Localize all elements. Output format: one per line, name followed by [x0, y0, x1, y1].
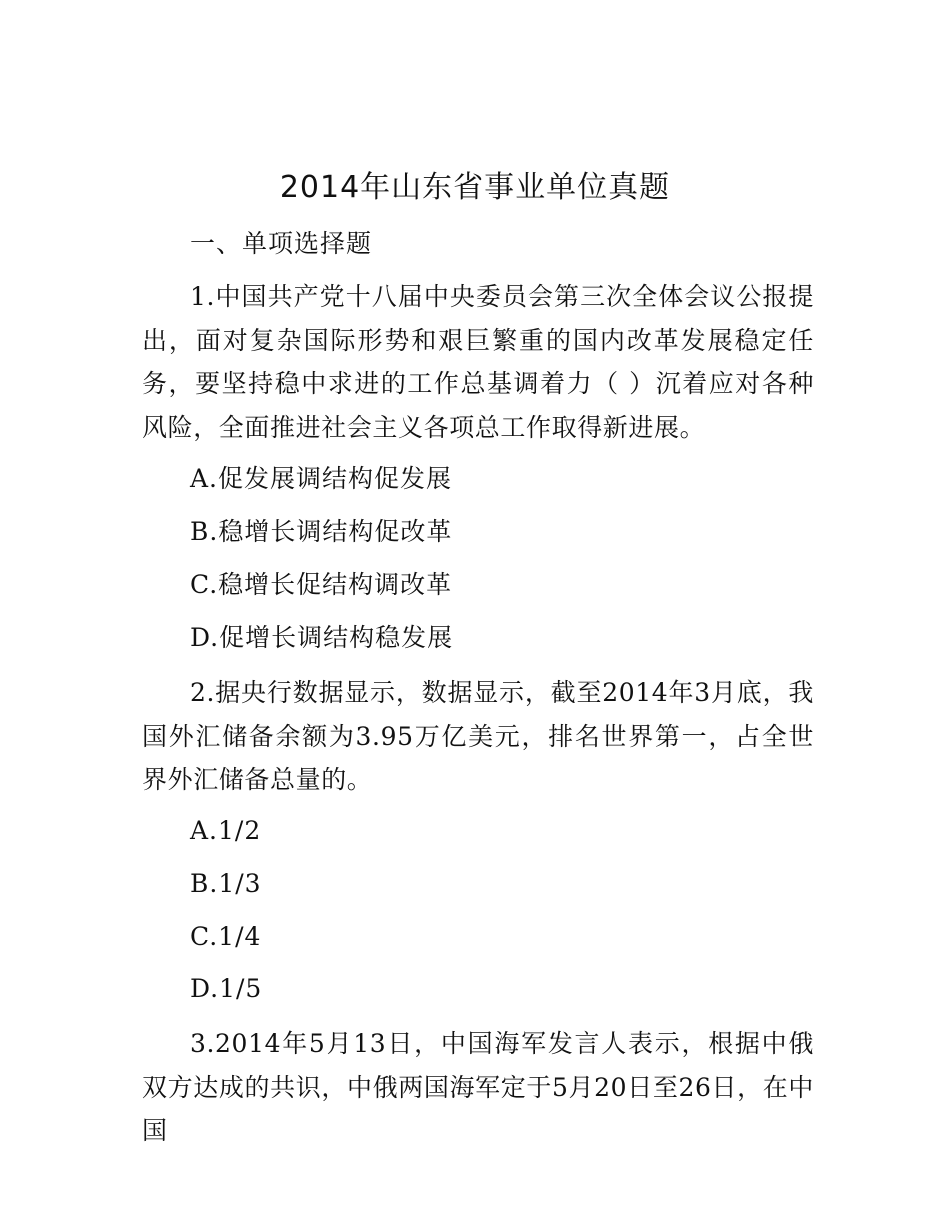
question-1-option-b: B.稳增长调结构促改革: [190, 517, 453, 546]
question-2-option-b: B.1/3: [190, 869, 262, 898]
question-1-option-a: A.促发展调结构促发展: [190, 464, 453, 493]
question-2-option-d: D.1/5: [190, 974, 263, 1003]
document-title: 2014年山东省事业单位真题: [279, 170, 671, 205]
question-3-stem: 3.2014年5月13日，中国海军发言人表示，根据中俄双方达成的共识，中俄两国海军定于5月20日至26日，在中国: [142, 1029, 814, 1145]
question-2-option-a: A.1/2: [190, 816, 262, 845]
question-1-stem: 1.中国共产党十八届中央委员会第三次全体会议公报提出，面对复杂国际形势和艰巨繁重的国内改革发展稳定任务，要坚持稳中求进的工作总基调着力（ ）沉着应对各种风险，全面推进社会主义各项总工作取得新进展。: [142, 282, 814, 442]
question-1-option-d: D.促增长调结构稳发展: [190, 623, 454, 652]
question-2-option-c: C.1/4: [190, 922, 262, 951]
question-1-option-c: C.稳增长促结构调改革: [190, 570, 453, 599]
question-2-stem: 2.据央行数据显示，数据显示，截至2014年3月底，我国外汇储备余额为3.95万亿美元，排名世界第一，占全世界外汇储备总量的。: [142, 678, 814, 794]
section-heading: 一、单项选择题: [190, 229, 373, 258]
